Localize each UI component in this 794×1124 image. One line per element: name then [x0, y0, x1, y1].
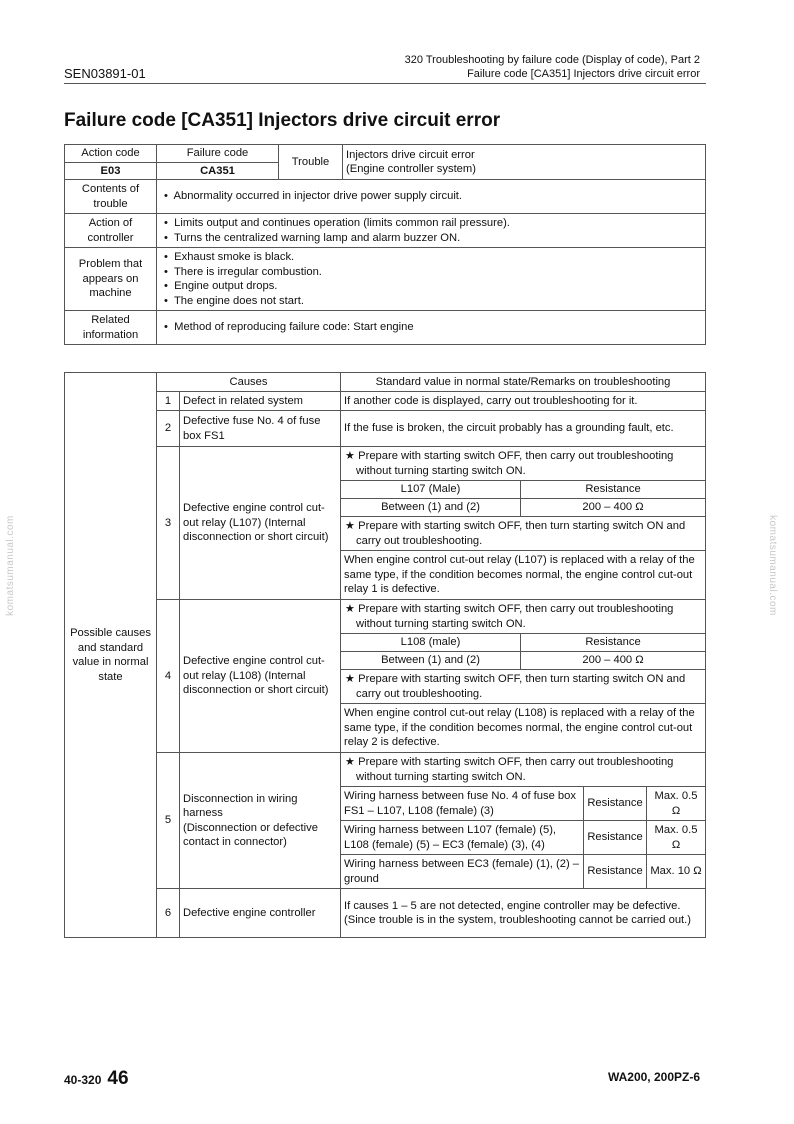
trouble-label: Trouble [279, 145, 343, 180]
failure-info-table [64, 144, 706, 345]
table-row [65, 753, 706, 787]
failure-code-value: CA351 [157, 162, 279, 180]
related-information [157, 311, 706, 345]
header-rule [64, 83, 706, 84]
prep-note: ★ Prepare with starting switch OFF, then carry out troubleshooting without turning starting switch ON. [341, 447, 706, 481]
resistance-value: 200 – 400 Ω [521, 499, 706, 517]
resistance-header: Resistance [521, 481, 706, 499]
measure-points: Between (1) and (2) [341, 652, 521, 670]
contents-label: Contents of trouble [65, 180, 157, 214]
causes-table [64, 372, 706, 938]
connector-header: L108 (male) [341, 634, 521, 652]
resistance-label: Resistance [584, 855, 647, 889]
prep-note: ★ Prepare with starting switch OFF, then carry out troubleshooting without turning starting switch ON. [341, 600, 706, 634]
resistance-label: Resistance [584, 821, 647, 855]
table-row [65, 889, 706, 938]
list-item: • Exhaust smoke is black. [164, 251, 295, 263]
watermark-left: komatsumanual.com [4, 515, 16, 616]
cause-number: 2 [157, 411, 180, 447]
doc-code: SEN03891-01 [64, 66, 146, 81]
list-item: • There is irregular combustion. [164, 265, 322, 278]
max-value: Max. 0.5 Ω [647, 821, 706, 855]
table-row [65, 447, 706, 481]
related-label: Related information [65, 311, 157, 345]
cause-text [180, 753, 341, 889]
cause-number: 4 [157, 600, 180, 753]
model-name: WA200, 200PZ-6 [607, 1070, 700, 1084]
list-item: • Abnormality occurred in injector drive power supply circuit. [164, 190, 463, 203]
prep-note: ★ Prepare with starting switch OFF, then carry out troubleshooting without turning starting switch ON. [341, 753, 706, 787]
standard-value-header: Standard value in normal state/Remarks on troubleshooting [341, 373, 706, 392]
list-item: • Method of reproducing failure code: Start engine [164, 321, 414, 334]
max-value: Max. 0.5 Ω [647, 787, 706, 821]
problem-on-machine [157, 248, 706, 311]
prep-note: ★ Prepare with starting switch OFF, then turn starting switch ON and carry out troubleshooting. [341, 517, 706, 551]
causes-header: Causes [157, 373, 341, 392]
cause-number: 5 [157, 753, 180, 889]
trouble-line-2: (Engine controller system) [346, 163, 476, 175]
action-code-label: Action code [65, 145, 157, 163]
remark-text: When engine control cut-out relay (L108) is replaced with a relay of the same type, if the condition becomes normal, the engine control cut-out relay 2 is defective. [341, 704, 706, 753]
table-row [65, 411, 706, 447]
table-row [65, 600, 706, 634]
harness-description: Wiring harness between L107 (female) (5), L108 (female) (5) – EC3 (female) (3), (4) [341, 821, 584, 855]
harness-description: Wiring harness between EC3 (female) (1), (2) – ground [341, 855, 584, 889]
page-prefix: 40-320 [64, 1073, 102, 1087]
resistance-value: 200 – 400 Ω [521, 652, 706, 670]
problem-label: Problem that appears on machine [65, 248, 157, 311]
cause-text: Defective engine control cut-out relay (L108) (Internal disconnection or short circuit) [180, 600, 341, 753]
list-item: • Engine output drops. [164, 280, 278, 292]
harness-description: Wiring harness between fuse No. 4 of fuse box FS1 – L107, L108 (female) (3) [341, 787, 584, 821]
trouble-line-1: Injectors drive circuit error [346, 148, 475, 161]
action-of-controller [157, 214, 706, 248]
cause-line-2: (Disconnection or defective contact in connector) [183, 821, 318, 848]
remark-text: When engine control cut-out relay (L107) is replaced with a relay of the same type, if the condition becomes normal, the engine control cut-out relay 1 is defective. [341, 551, 706, 600]
resistance-label: Resistance [584, 787, 647, 821]
cause-text: Defective engine control cut-out relay (L107) (Internal disconnection or short circuit) [180, 447, 341, 600]
cause-text: Defective engine controller [180, 889, 341, 938]
cause-number: 3 [157, 447, 180, 600]
page-title: Failure code [CA351] Injectors drive circuit error [64, 110, 501, 131]
remark-text: If another code is displayed, carry out troubleshooting for it. [341, 392, 706, 411]
action-code-value: E03 [65, 162, 157, 180]
list-item: • The engine does not start. [164, 294, 304, 307]
trouble-description [343, 145, 706, 180]
list-item: • Limits output and continues operation (limits common rail pressure). [164, 217, 510, 229]
possible-causes-label: Possible causes and standard value in normal state [65, 373, 157, 938]
contents-of-trouble [157, 180, 706, 214]
action-label: Action of controller [65, 214, 157, 248]
page-number-value: 46 [107, 1068, 129, 1089]
cause-number: 1 [157, 392, 180, 411]
remark-text: If the fuse is broken, the circuit probably has a grounding fault, etc. [341, 411, 706, 447]
measure-points: Between (1) and (2) [341, 499, 521, 517]
resistance-header: Resistance [521, 634, 706, 652]
section-line-2: Failure code [CA351] Injectors drive circuit error [467, 68, 700, 80]
max-value: Max. 10 Ω [647, 855, 706, 889]
cause-line-1: Disconnection in wiring harness [183, 792, 298, 819]
watermark-right: komatsumanual.com [766, 515, 778, 616]
cause-text: Defective fuse No. 4 of fuse box FS1 [180, 411, 341, 447]
remark-text: If causes 1 – 5 are not detected, engine controller may be defective. (Since trouble is in the system, troubleshooting cannot be carried out.) [341, 889, 706, 938]
page-number [64, 1068, 129, 1090]
list-item: • Turns the centralized warning lamp and alarm buzzer ON. [164, 231, 461, 244]
cause-text: Defect in related system [180, 392, 341, 411]
section-line-1: 320 Troubleshooting by failure code (Display of code), Part 2 [404, 54, 700, 66]
cause-number: 6 [157, 889, 180, 938]
table-row [65, 392, 706, 411]
prep-note: ★ Prepare with starting switch OFF, then turn starting switch ON and carry out troubleshooting. [341, 670, 706, 704]
section-header [405, 53, 700, 81]
connector-header: L107 (Male) [341, 481, 521, 499]
failure-code-label: Failure code [157, 145, 279, 163]
